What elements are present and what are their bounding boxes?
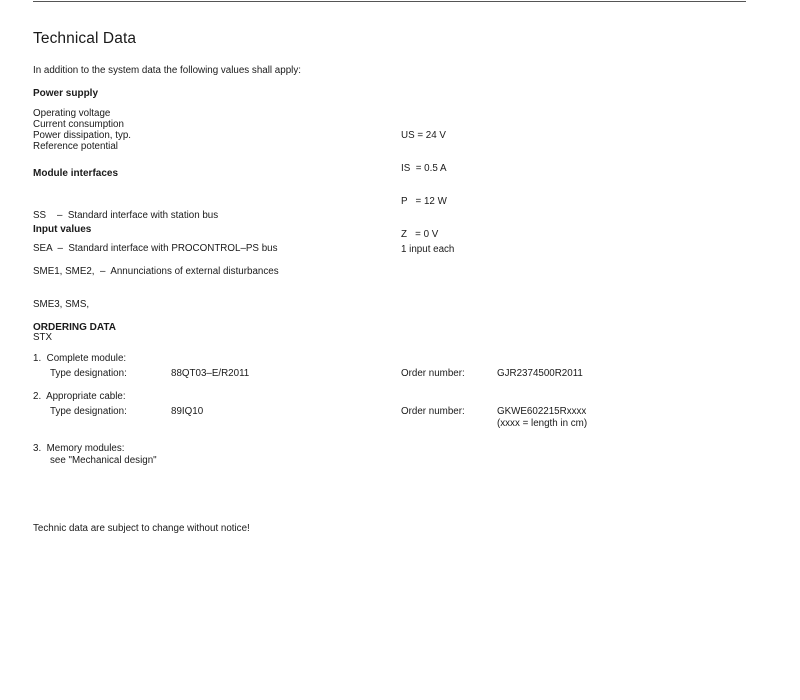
input-value-line: SME3, SMS, <box>33 299 90 310</box>
ordering-data-heading: ORDERING DATA <box>33 322 116 333</box>
power-supply-label: Current consumption <box>33 119 124 130</box>
input-values-heading: Input values <box>33 224 92 235</box>
power-supply-value: US = 24 V <box>401 130 446 141</box>
module-interface-line: SEA – Standard interface with PROCONTROL–PS bus <box>33 243 278 254</box>
power-supply-label: Reference potential <box>33 141 118 152</box>
input-value-line: SME1, SME2, – Annunciations of external disturbances <box>33 266 279 277</box>
ordering-item-1-type-label: Type designation: <box>50 368 127 379</box>
power-supply-value: IS = 0.5 A <box>401 163 447 174</box>
module-interface-line: SS – Standard interface with station bus <box>33 210 219 221</box>
input-values-value: 1 input each <box>401 244 455 255</box>
power-supply-heading: Power supply <box>33 88 99 99</box>
power-supply-label: Operating voltage <box>33 108 111 119</box>
power-supply-value: Z = 0 V <box>401 229 439 240</box>
ordering-item-2-order-note: (xxxx = length in cm) <box>497 418 588 429</box>
ordering-item-2-order-label: Order number: <box>401 406 465 417</box>
ordering-item-1-order-label: Order number: <box>401 368 465 379</box>
ordering-item-2-type-value: 89IQ10 <box>171 406 204 417</box>
ordering-item-2-type-label: Type designation: <box>50 406 127 417</box>
ordering-item-2-label: 2. Appropriate cable: <box>33 391 126 402</box>
power-supply-value: P = 12 W <box>401 196 447 207</box>
input-value-line: STX <box>33 332 53 343</box>
ordering-item-2-order-value: GKWE602215Rxxxx <box>497 406 587 417</box>
module-interfaces-heading: Module interfaces <box>33 168 119 179</box>
ordering-item-1-type-value: 88QT03–E/R2011 <box>171 368 250 379</box>
ordering-item-1-order-value: GJR2374500R2011 <box>497 368 583 379</box>
input-values-list <box>33 244 279 354</box>
top-divider <box>33 1 746 2</box>
ordering-item-1-label: 1. Complete module: <box>33 353 127 364</box>
intro-text: In addition to the system data the following values shall apply: <box>33 65 301 76</box>
memory-modules-label: 3. Memory modules: <box>33 443 125 454</box>
power-supply-values <box>401 108 447 251</box>
footer-notice: Technic data are subject to change without notice! <box>33 523 250 534</box>
memory-modules-reference: see "Mechanical design" <box>50 455 157 466</box>
power-supply-labels <box>33 108 131 152</box>
power-supply-label: Power dissipation, typ. <box>33 130 132 141</box>
page-title: Technical Data <box>33 30 137 47</box>
